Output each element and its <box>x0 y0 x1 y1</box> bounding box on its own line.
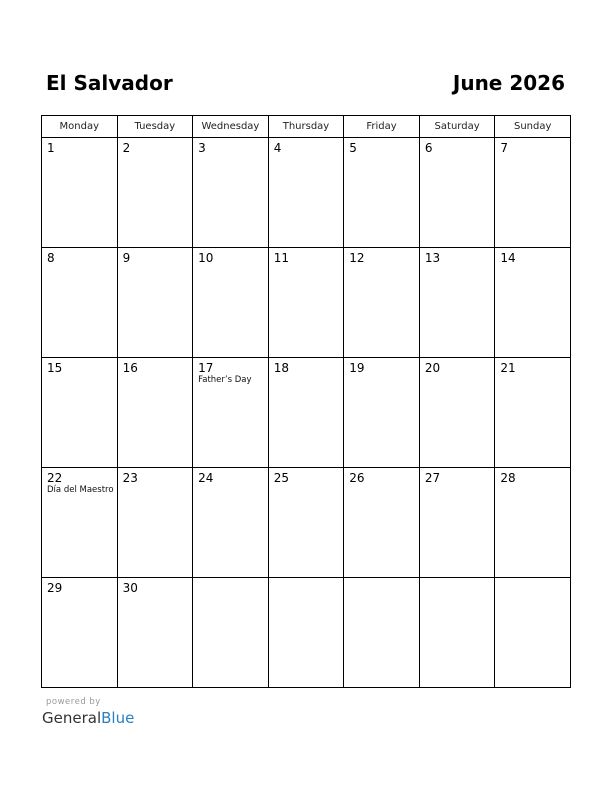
weekday-header-row <box>42 116 571 138</box>
day-cell <box>495 248 571 358</box>
day-number: 30 <box>122 581 138 595</box>
day-number: 19 <box>349 361 365 375</box>
day-number: 16 <box>122 361 138 375</box>
day-cell <box>419 358 495 468</box>
day-number: 1 <box>47 141 55 155</box>
month-year-title: June 2026 <box>452 71 565 95</box>
day-number: 25 <box>273 471 289 485</box>
day-cell-empty <box>419 578 495 688</box>
holiday-label: Día del Maestro <box>47 485 114 495</box>
day-cell <box>193 248 269 358</box>
generalblue-logo[interactable] <box>42 708 134 728</box>
weekday-header-thursday: Thursday <box>268 116 344 138</box>
week-row <box>42 138 571 248</box>
day-cell <box>193 358 269 468</box>
day-number: 9 <box>122 251 131 265</box>
weekday-header-tuesday: Tuesday <box>117 116 193 138</box>
day-number: 10 <box>198 251 214 265</box>
day-number: 27 <box>424 471 441 485</box>
week-row <box>42 578 571 688</box>
day-number: 6 <box>424 141 433 155</box>
day-cell <box>42 578 118 688</box>
week-row <box>42 358 571 468</box>
day-cell <box>344 248 420 358</box>
day-number: 3 <box>198 141 206 155</box>
day-number: 5 <box>349 141 357 155</box>
day-cell <box>268 138 344 248</box>
day-number: 15 <box>47 361 63 375</box>
day-cell <box>42 468 118 578</box>
day-number: 2 <box>122 141 131 155</box>
day-cell-empty <box>193 578 269 688</box>
brand-blue-text: Blue <box>101 709 135 727</box>
day-cell-empty <box>344 578 420 688</box>
day-number: 23 <box>122 471 138 485</box>
day-cell <box>419 248 495 358</box>
day-cell <box>117 138 193 248</box>
weekday-header-wednesday: Wednesday <box>193 116 269 138</box>
holiday-label: Father’s Day <box>198 375 252 385</box>
day-number: 24 <box>198 471 214 485</box>
day-number: 11 <box>273 251 289 265</box>
day-number: 8 <box>47 251 55 265</box>
day-number: 4 <box>273 141 282 155</box>
powered-by-text: powered by <box>46 697 101 707</box>
day-number: 29 <box>47 581 63 595</box>
day-number: 22 <box>47 471 63 485</box>
week-row <box>42 468 571 578</box>
day-cell <box>42 358 118 468</box>
day-cell <box>495 358 571 468</box>
day-cell <box>42 248 118 358</box>
day-cell <box>117 358 193 468</box>
day-cell <box>193 138 269 248</box>
day-cell <box>495 138 571 248</box>
day-number: 13 <box>424 251 441 265</box>
day-cell <box>419 138 495 248</box>
weekday-header-monday: Monday <box>42 116 118 138</box>
day-number: 12 <box>349 251 365 265</box>
day-cell <box>268 468 344 578</box>
weekday-header-friday: Friday <box>344 116 420 138</box>
brand-general-text: General <box>42 709 102 727</box>
weekday-header-saturday: Saturday <box>419 116 495 138</box>
day-number: 21 <box>500 361 516 375</box>
day-number: 17 <box>198 361 214 375</box>
day-number: 18 <box>273 361 289 375</box>
day-cell <box>419 468 495 578</box>
day-number: 20 <box>424 361 441 375</box>
day-number: 7 <box>500 141 509 155</box>
day-cell <box>344 138 420 248</box>
day-cell <box>344 358 420 468</box>
day-cell-empty <box>268 578 344 688</box>
day-number: 28 <box>500 471 516 485</box>
week-row <box>42 248 571 358</box>
day-number: 14 <box>500 251 516 265</box>
day-number: 26 <box>349 471 365 485</box>
day-cell <box>117 468 193 578</box>
day-cell <box>42 138 118 248</box>
day-cell <box>344 468 420 578</box>
day-cell-empty <box>495 578 571 688</box>
day-cell <box>193 468 269 578</box>
weekday-header-sunday: Sunday <box>495 116 571 138</box>
country-title: El Salvador <box>46 71 173 95</box>
calendar-grid <box>41 115 571 688</box>
day-cell <box>117 248 193 358</box>
day-cell <box>495 468 571 578</box>
day-cell <box>268 358 344 468</box>
day-cell <box>268 248 344 358</box>
day-cell <box>117 578 193 688</box>
